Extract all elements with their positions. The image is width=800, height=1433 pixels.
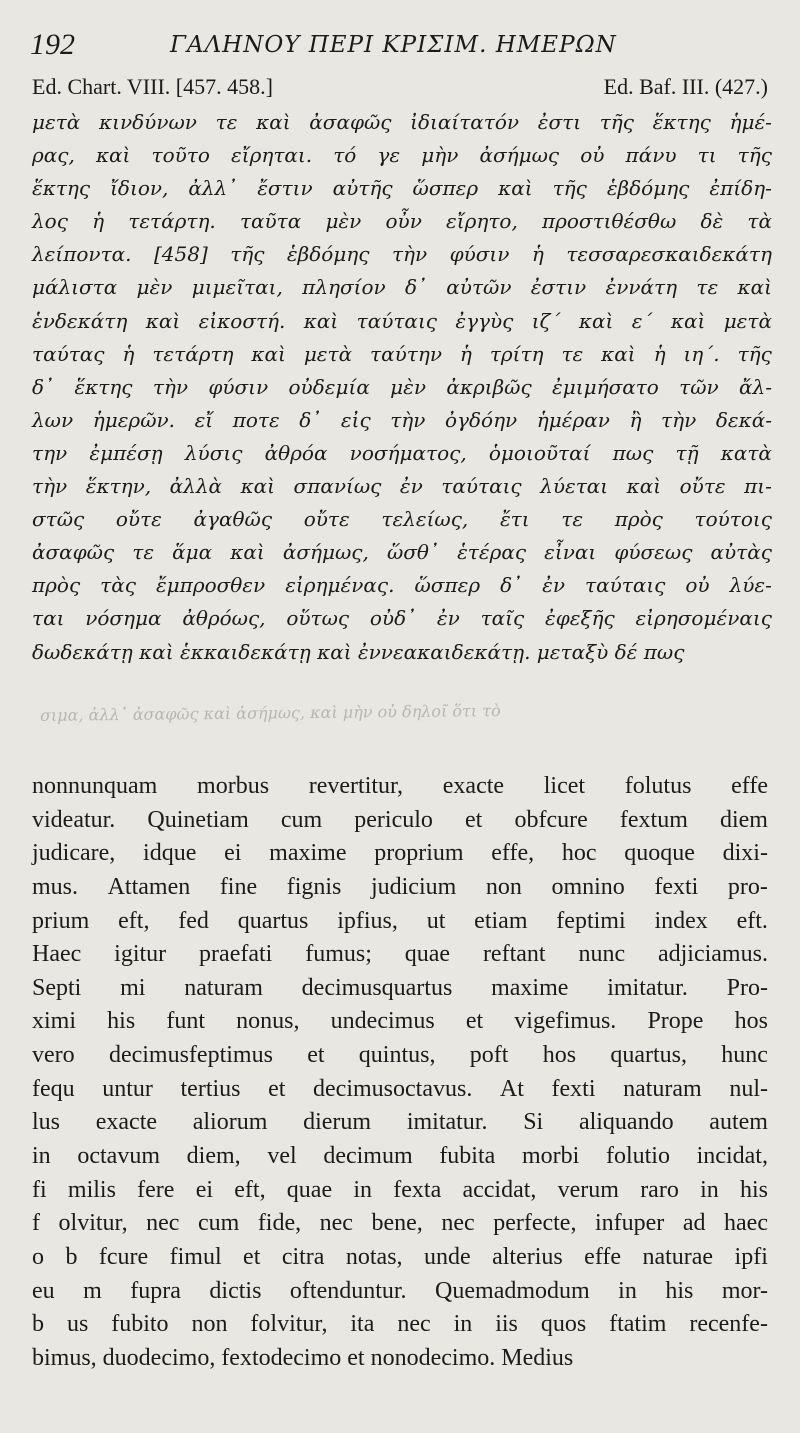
latin-text-line: in octavum diem, vel decimum fubita morbi folutio incidat, bbox=[32, 1143, 768, 1170]
latin-text-block bbox=[32, 770, 768, 1376]
latin-text-line: videatur. Quinetiam cum periculo et obfcure fextum diem bbox=[32, 806, 768, 833]
page-number: 192 bbox=[30, 28, 75, 61]
latin-text-line: f olvitur, nec cum fide, nec bene, nec perfecte, infuper ad haec bbox=[32, 1210, 768, 1237]
greek-text-line: ταύτας ἡ τετάρτη καὶ μετὰ ταύτην ἡ τρίτη τε καὶ ἡ ιη´. τῆς bbox=[32, 341, 772, 366]
greek-text-line: τὴν ἕκτην, ἀλλὰ καὶ σπανίως ἐν ταύταις λύεται καὶ οὔτε πι- bbox=[32, 474, 772, 499]
latin-text-line: fequ untur tertius et decimusoctavus. At fexti naturam nul- bbox=[32, 1075, 768, 1102]
greek-text-line: ἕκτης ἴδιον, ἀλλ᾽ ἔστιν αὐτῆς ὥσπερ καὶ τῆς ἑβδόμης ἐπίδη- bbox=[32, 176, 772, 201]
latin-text-line: o b fcure fimul et citra notas, unde alterius effe naturae ipfi bbox=[32, 1243, 768, 1270]
latin-text-line: Haec igitur praefati fumus; quae reftant nunc adjiciamus. bbox=[32, 941, 768, 968]
greek-text-line: δ᾽ ἕκτης τὴν φύσιν οὐδεμία μὲν ἀκριβῶς ἐμιμήσατο τῶν ἄλ- bbox=[32, 374, 772, 399]
edition-references bbox=[32, 74, 768, 104]
greek-text-line: πρὸς τὰς ἔμπροσθεν εἰρημένας. ὥσπερ δ᾽ ἐν ταύταις οὐ λύε- bbox=[32, 573, 772, 598]
greek-text-line: λείποντα. [458] τῆς ἑβδόμης τὴν φύσιν ἡ τεσσαρεσκαιδεκάτη bbox=[32, 242, 772, 267]
greek-text-line: λος ἡ τετάρτη. ταῦτα μὲν οὖν εἴρητο, προστιθέσθω δὲ τὰ bbox=[32, 209, 772, 234]
greek-text-line: μετὰ κινδύνων τε καὶ ἀσαφῶς ἰδιαίτατόν ἐστι τῆς ἕκτης ἡμέ- bbox=[32, 110, 772, 134]
latin-text-line: vero decimusfeptimus et quintus, poft hos quartus, hunc bbox=[32, 1042, 768, 1069]
latin-text-line: Septi mi naturam decimusquartus maxime imitatur. Pro- bbox=[32, 974, 768, 1001]
latin-text-line: eu m fupra dictis oftenduntur. Quemadmodum in his mor- bbox=[32, 1277, 768, 1304]
latin-text-line: fi milis fere ei eft, quae in fexta accidat, verum raro in his bbox=[32, 1176, 768, 1203]
greek-text-line: ται νόσημα ἀθρόως, οὕτως οὐδ᾽ ἐν ταῖς ἐφεξῆς εἰρησομέναις bbox=[32, 606, 772, 631]
latin-text-line: b us fubito non folvitur, ita nec in iis quos ftatim recenfe- bbox=[32, 1311, 768, 1338]
greek-text-line: ἑνδεκάτη καὶ εἰκοστή. καὶ ταύταις ἐγγὺς ιζ´ καὶ ε´ καὶ μετὰ bbox=[32, 308, 772, 333]
latin-text-line: nonnunquam morbus revertitur, exacte licet folutus effe bbox=[32, 773, 768, 799]
latin-text-line: bimus, duodecimo, fextodecimo et nonodecimo. Medius bbox=[32, 1344, 574, 1371]
bleed-through-line: σιμα, ἀλλ᾽ ἀσαφῶς καὶ ἀσήμως, καὶ μὴν οὐ δηλοῖ ὅτι τὸ bbox=[39, 701, 501, 725]
latin-text-line: ximi his funt nonus, undecimus et vigefimus. Prope hos bbox=[32, 1008, 768, 1035]
greek-text-line: μάλιστα μὲν μιμεῖται, πλησίον δ᾽ αὐτῶν ἐστιν ἐννάτη τε καὶ bbox=[32, 275, 772, 300]
greek-text-block bbox=[32, 106, 772, 669]
greek-text-line: την ἐμπέσῃ λύσις ἀθρόα νοσήματος, ὁμοιοῦταί πως τῇ κατὰ bbox=[32, 440, 772, 465]
latin-text-line: lus exacte aliorum dierum imitatur. Si aliquando autem bbox=[32, 1109, 768, 1136]
edition-chartier: Ed. Chart. VIII. [457. 458.] bbox=[32, 74, 273, 99]
greek-text-line: ἀσαφῶς τε ἅμα καὶ ἀσήμως, ὥσθ᾽ ἑτέρας εἶναι φύσεως αὐτὰς bbox=[32, 540, 772, 565]
greek-text-line: ρας, καὶ τοῦτο εἴρηται. τό γε μὴν ἀσήμως οὐ πάνυ τι τῆς bbox=[32, 143, 772, 168]
running-head: ΓΑΛΗΝΟΥ ΠΕΡΙ ΚΡΙΣΙΜ. ΗΜΕΡΩΝ bbox=[170, 32, 617, 58]
greek-text-line: δωδεκάτῃ καὶ ἑκκαιδεκάτῃ καὶ ἐννεακαιδεκάτῃ. μεταξὺ δέ πως bbox=[32, 639, 685, 664]
greek-text-line: στῶς οὔτε ἀγαθῶς οὔτε τελείως, ἔτι τε πρὸς τούτοις bbox=[32, 507, 772, 532]
latin-text-line: mus. Attamen fine fignis judicium non omnino fexti pro- bbox=[32, 873, 768, 900]
greek-text-line: λων ἡμερῶν. εἴ ποτε δ᾽ εἰς τὴν ὀγδόην ἡμέραν ἢ τὴν δεκά- bbox=[32, 407, 772, 432]
latin-text-line: judicare, idque ei maxime proprium effe, hoc quoque dixi- bbox=[32, 840, 768, 867]
page-header bbox=[30, 28, 770, 68]
edition-basel: Ed. Baf. III. (427.) bbox=[603, 74, 768, 99]
latin-text-line: prium eft, fed quartus ipfius, ut etiam feptimi index eft. bbox=[32, 907, 768, 934]
